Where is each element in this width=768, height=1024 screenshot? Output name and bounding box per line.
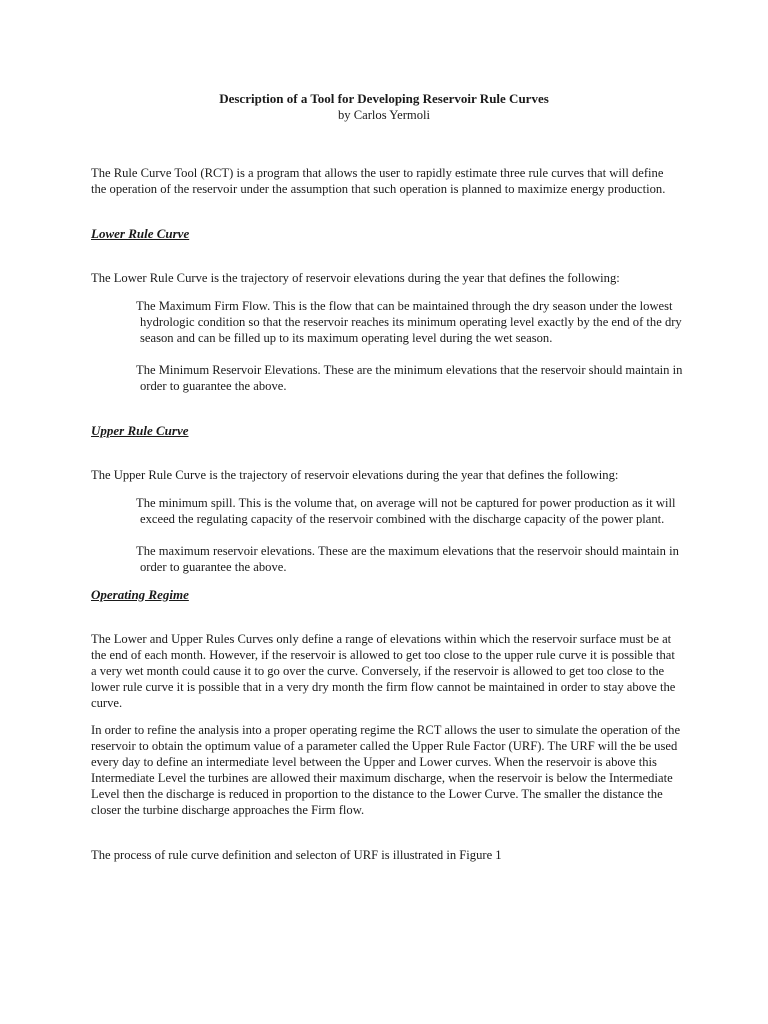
intro-paragraph: The Rule Curve Tool (RCT) is a program that allows the user to rapidly estimate three rule curves that will define the operation of the reservoir under the assumption that such operation is planned to maximize energy production.	[91, 166, 666, 196]
title-block	[0, 90, 768, 123]
document-title: Description of a Tool for Developing Reservoir Rule Curves	[219, 91, 549, 106]
upper-rule-curve-heading: Upper Rule Curve	[91, 423, 189, 438]
lower-rule-curve-lead: The Lower Rule Curve is the trajectory of reservoir elevations during the year that defines the following:	[91, 271, 620, 285]
upper-rule-curve-lead: The Upper Rule Curve is the trajectory of reservoir elevations during the year that defines the following:	[91, 468, 619, 482]
operating-paragraph-2: In order to refine the analysis into a proper operating regime the RCT allows the user to simulate the operation of the reservoir to obtain the optimum value of a parameter called the Upper Rule Factor (URF). The URF will the be used every day to define an intermediate level between the Upper and Lower curves. When the reservoir is above this Intermediate Level the turbines are allowed their maximum discharge, when the reservoir is below the Intermediate Level then the discharge is reduced in proportion to the distance to the Lower Curve. The smaller the distance the closer the turbine discharge approaches the Firm flow.	[91, 723, 681, 817]
operating-paragraph-1: The Lower and Upper Rules Curves only define a range of elevations within which the reservoir surface must be at the end of each month. However, if the reservoir is allowed to get too close to the upper rule curve it is possible that a very wet month could cause it to go over the curve. Conversely, if the reservoir is allowed to get too close to the lower rule curve it is possible that in a very dry month the firm flow cannot be maintained in order to stay above the curve.	[91, 632, 676, 710]
lower-item-max-firm-flow: The Maximum Firm Flow. This is the flow that can be maintained through the dry season under the lowest hydrologic condition so that the reservoir reaches its minimum operating level exactly by the end of the dry season and can be filled up to its maximum operating level during the wet season.	[136, 299, 682, 345]
upper-item-min-spill: The minimum spill. This is the volume that, on average will not be captured for power production as it will exceed the regulating capacity of the reservoir combined with the discharge capacity of the power plant.	[136, 496, 676, 526]
operating-regime-heading: Operating Regime	[91, 587, 189, 602]
lower-rule-curve-heading: Lower Rule Curve	[91, 226, 190, 241]
document-author: by Carlos Yermoli	[337, 108, 430, 122]
operating-paragraph-3: The process of rule curve definition and selecton of URF is illustrated in Figure 1	[91, 848, 502, 862]
upper-item-max-elevations: The maximum reservoir elevations. These are the maximum elevations that the reservoir should maintain in order to guarantee the above.	[136, 544, 679, 574]
lower-item-min-elevations: The Minimum Reservoir Elevations. These are the minimum elevations that the reservoir should maintain in order to guarantee the above.	[136, 363, 683, 393]
